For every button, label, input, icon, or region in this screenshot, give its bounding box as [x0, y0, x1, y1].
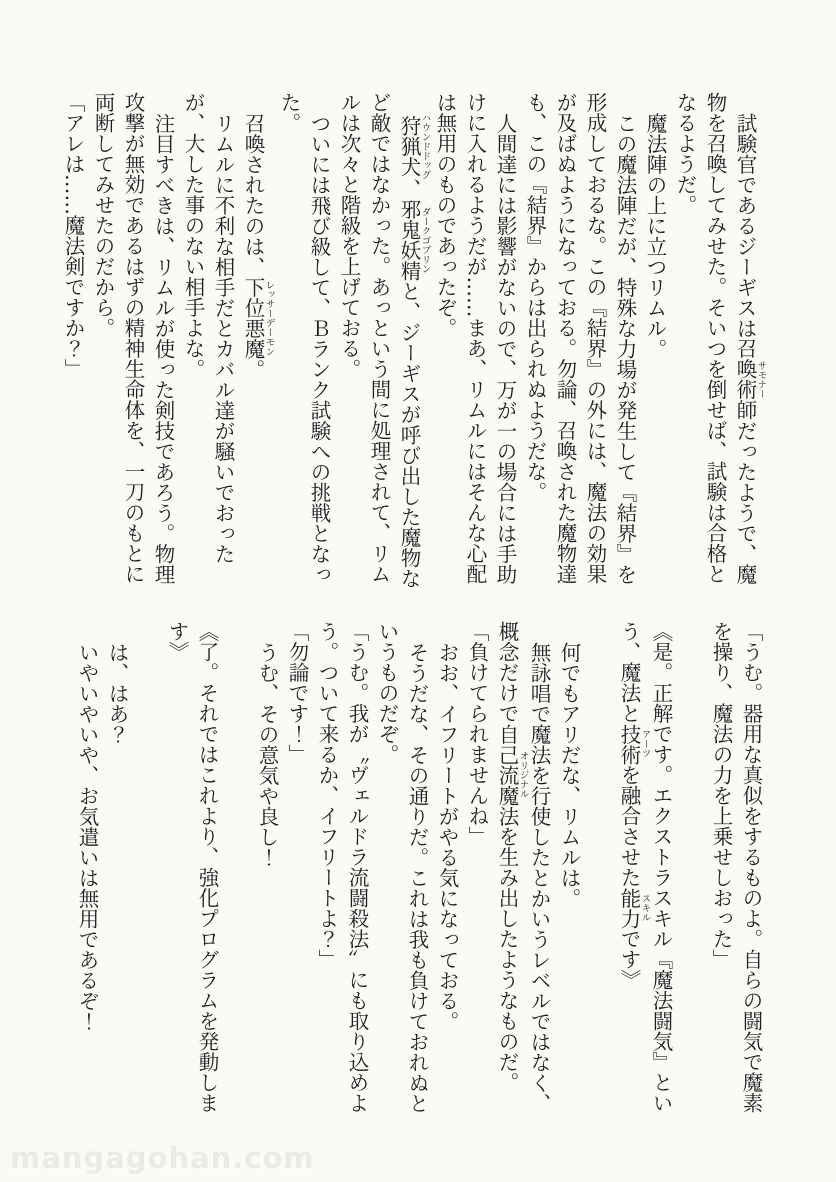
paragraph-10: 「アレは……魔法剣ですか？」 [61, 92, 85, 379]
furigana-term: 自己流魔法オリジナル [495, 723, 529, 826]
paragraph-6: ついには飛び級して、Ｂランク試験への挑戦となった。 [277, 92, 331, 584]
furigana-term: 狩猟犬ハウンドドッグ [397, 112, 431, 179]
watermark: mangagohan.com [10, 1141, 315, 1175]
paragraph-10: うむ、その意気や良し！ [255, 641, 279, 867]
paragraph-3: この魔法陣だが、特殊な力場が発生して『結界』を形成しておるな。この『結界』の外には、魔法の効果が及ばぬようになっておる。勿論、召喚された魔物達も、この『結界』からは出られぬようだな。 [523, 92, 637, 584]
paragraph-7: 召喚されたのは、下位悪魔レッサーデーモン。 [241, 112, 275, 379]
paragraph-6: おお、イフリートがやる気になっておる。 [435, 641, 459, 1031]
paragraph-9: 注目すべきは、リムルが使った剣技であろう。物理攻撃が無効であるはずの精神生命体を、一刀のもとに両断してみせたのだから。 [91, 92, 175, 584]
paragraph-2: 《是。正解です。エクストラスキル『魔法闘気』という、魔法と技術アーツを融合させた能力スキルです》 [617, 621, 673, 1113]
paragraph-3: 何でもアリだな、リムルは。 [557, 641, 581, 908]
paragraph-2: 魔法陣の上に立つリムル。 [643, 112, 667, 359]
paragraph-5: 狩猟犬ハウンドドッグ、邪鬼妖精ダークゴブリンと、ジーギスが呼び出した魔物など敵ではなかった。あっという間に処理されて、リムルは次々と階級を上げておる。 [337, 92, 431, 589]
paragraph-5: 「負けてられませんね」 [465, 621, 489, 847]
paragraph-12: は、はあ？ [105, 641, 129, 744]
furigana-term: 下位悪魔レッサーデーモン [241, 276, 275, 359]
paragraph-13: いやいやいや、お気遣いは無用であるぞ！ [75, 641, 99, 1031]
paragraph-9: 「勿論です！」 [285, 621, 309, 765]
furigana-term: 能力スキル [617, 887, 651, 929]
paragraph-4: 無詠唱で魔法を行使したとかいうレベルではなく、概念だけで自己流魔法オリジナルを生み出したようなものだ。 [495, 621, 551, 1113]
novel-text-block-top [61, 92, 767, 598]
paragraph-1: 「うむ。器用な真似をするものよ。自らの闘気で魔素を操り、魔法の力を上乗せしおった」 [709, 621, 763, 1113]
furigana-term: 技術アーツ [617, 723, 651, 765]
paragraph-8: リムルに不利な相手だとカバル達が騒いでおったが、大した事のない相手よな。 [181, 92, 235, 564]
paragraph-4: 人間達には影響がないので、万が一の場合には手助けに入れるようだが……まあ、リムルにはそんな心配は無用のものであったぞ。 [433, 92, 517, 584]
paragraph-11: 《了。それではこれより、強化プログラムを発動します》 [165, 621, 219, 1113]
furigana-term: 邪鬼妖精ダークゴブリン [397, 198, 431, 281]
furigana-term: 召喚術師サモナー [733, 338, 767, 420]
paragraph-1: 試験官であるジーギスは召喚術師サモナーだったようで、魔物を召喚してみせた。そいつを倒せば、試験は合格となるようだ。 [673, 92, 767, 584]
paragraph-7: そうだな、その通りだ。これは我も負けておれぬというものだぞ。 [375, 621, 429, 1113]
paragraph-8: 「うむ。我が〝ヴェルドラ流闘殺法〟にも取り込めよう。ついて来るか、イフリートよ？」 [315, 621, 369, 1113]
novel-text-block-bottom [66, 621, 766, 1127]
